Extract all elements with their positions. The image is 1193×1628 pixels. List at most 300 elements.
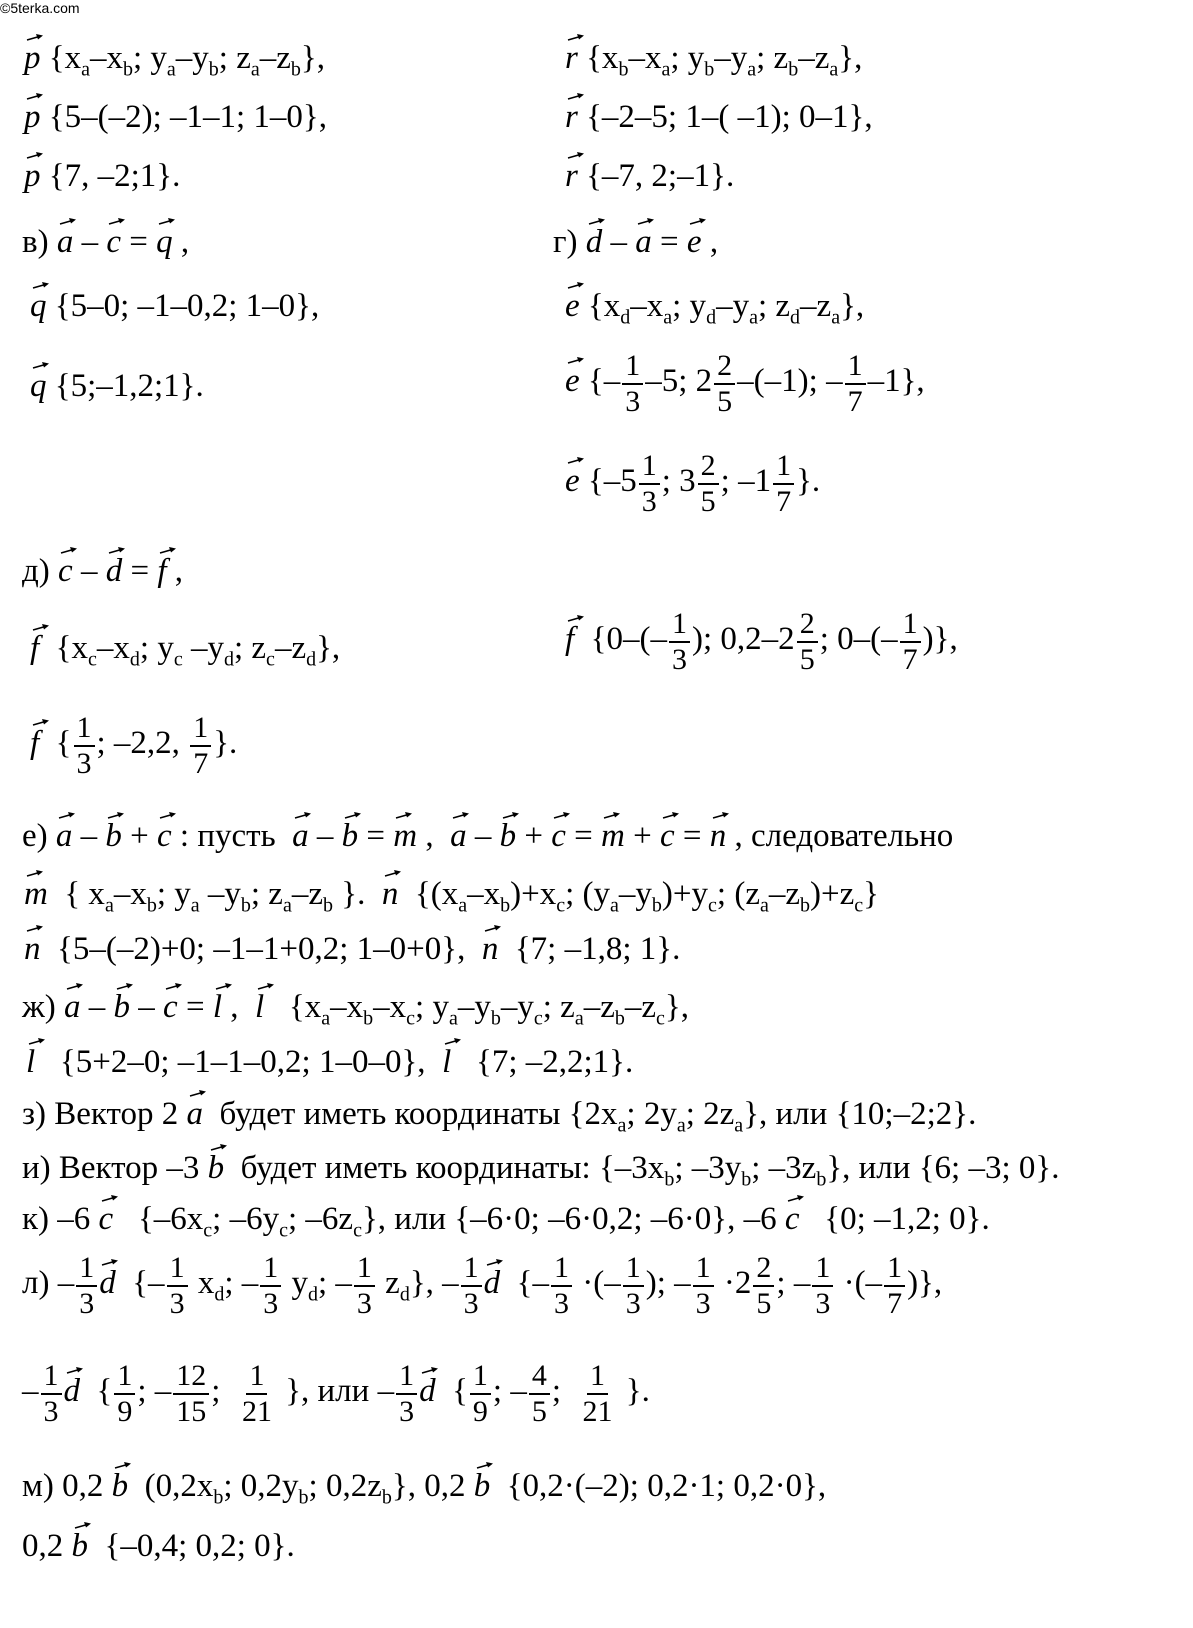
subscript: b <box>816 1168 827 1191</box>
fraction <box>580 1360 616 1427</box>
vector-letter: f <box>30 630 40 666</box>
fraction <box>639 450 660 517</box>
text-run: –z <box>291 876 324 912</box>
fraction <box>845 350 866 417</box>
vector-arrow-icon <box>567 151 585 161</box>
subscript: a <box>250 58 260 81</box>
fraction <box>41 1360 62 1427</box>
fraction-denominator: 3 <box>554 1286 569 1320</box>
text-run: ·2 <box>715 1265 752 1302</box>
text-run: ; – <box>492 1373 527 1410</box>
vector <box>112 1470 129 1503</box>
fraction-denominator: 7 <box>902 642 918 676</box>
subscript: b <box>788 58 799 81</box>
vector <box>565 290 580 323</box>
fraction <box>114 1360 135 1427</box>
fraction-numerator: 2 <box>797 608 818 643</box>
fraction-numerator: 1 <box>461 1252 482 1287</box>
text-run: , <box>166 553 183 589</box>
formula-line <box>24 933 680 966</box>
text-run: }. <box>213 725 238 762</box>
subscript: c <box>556 894 566 917</box>
text-run: ; 0,2z <box>308 1468 382 1504</box>
text-run: – <box>72 553 106 589</box>
vector-letter: n <box>381 876 399 912</box>
fraction-numerator: 1 <box>260 1252 281 1287</box>
text-run: ; 0,2y <box>223 1468 299 1504</box>
vector-letter: l <box>26 1044 36 1080</box>
vector <box>450 820 467 853</box>
fraction-numerator: 1 <box>900 608 921 643</box>
vector-letter: f <box>565 621 575 658</box>
vector-letter: r <box>565 158 578 194</box>
text-run: –x <box>89 40 123 76</box>
subscript: a <box>321 1007 331 1030</box>
text-run: ; z <box>542 989 575 1025</box>
fraction <box>470 1360 491 1427</box>
text-run: z <box>376 1265 400 1302</box>
vector <box>785 1203 800 1236</box>
vector-arrow-icon <box>444 1037 462 1047</box>
vector-letter: m <box>24 876 48 912</box>
formula-line <box>565 450 820 517</box>
text-run: ; <box>551 1373 578 1410</box>
formula-line <box>22 1530 295 1563</box>
fraction-denominator: 7 <box>193 746 209 780</box>
vector <box>586 226 603 259</box>
fraction <box>529 1360 550 1427</box>
subscript: b <box>363 1007 374 1030</box>
formula-line <box>565 160 734 193</box>
text-run: ; 3 <box>661 463 696 500</box>
text-run: {7; –1,8; 1}. <box>498 931 681 967</box>
text-run: – <box>80 989 114 1025</box>
text-run: – <box>466 818 500 854</box>
formula-line <box>30 290 319 323</box>
vector <box>99 1267 116 1300</box>
text-run: }, 0,2 <box>391 1468 474 1504</box>
text-run: { <box>80 1373 113 1410</box>
text-run: ; y <box>415 989 449 1025</box>
formula-line <box>30 370 204 403</box>
vector <box>24 933 41 966</box>
vector-arrow-icon <box>588 217 606 227</box>
text-run: ж) <box>22 989 65 1025</box>
formula-line <box>22 1360 650 1427</box>
vector-letter: d <box>105 553 123 589</box>
fraction-numerator: 12 <box>173 1360 209 1395</box>
vector-arrow-icon <box>159 811 177 821</box>
vector-arrow-icon <box>567 33 585 43</box>
fraction-numerator: 1 <box>76 1252 97 1287</box>
text-run: }, – <box>409 1265 459 1302</box>
text-run: ; – <box>137 1373 172 1410</box>
text-run: ; –3z <box>751 1150 817 1186</box>
subscript: c <box>279 1219 288 1242</box>
text-run: ; (y <box>565 876 611 912</box>
text-run: (0,2x <box>128 1468 214 1504</box>
text-run: }, или {10;–2;2}. <box>743 1096 977 1132</box>
vector <box>99 1203 114 1236</box>
fraction <box>669 608 690 675</box>
subscript: a <box>734 1114 744 1137</box>
text-run: ; 2z <box>685 1096 735 1132</box>
formula-line <box>565 608 958 675</box>
subscript: a <box>747 58 757 81</box>
vector-arrow-icon <box>26 92 44 102</box>
vector-letter: c <box>551 818 566 854</box>
fraction <box>190 712 211 779</box>
fraction-numerator: 1 <box>190 712 211 747</box>
vector-arrow-icon <box>689 217 707 227</box>
fraction-denominator: 5 <box>799 642 815 676</box>
vector <box>106 555 123 588</box>
text-run: –y <box>175 40 209 76</box>
text-run: –x <box>467 876 501 912</box>
subscript: d <box>790 306 801 329</box>
text-run: ; y <box>672 288 707 324</box>
text-run: ·(– <box>835 1265 883 1302</box>
formula-line <box>22 1203 990 1241</box>
subscript: b <box>664 1168 675 1191</box>
vector-arrow-icon <box>159 546 177 556</box>
text-run: {–6x <box>113 1201 204 1237</box>
vector-letter: m <box>601 818 625 854</box>
fraction-denominator: 5 <box>756 1286 772 1320</box>
text-run: {x <box>577 40 619 76</box>
fraction-numerator: 1 <box>639 450 660 485</box>
subscript: b <box>618 58 629 81</box>
vector-letter: e <box>565 463 580 500</box>
formula-line <box>565 350 925 417</box>
text-run: ; – <box>224 1265 259 1302</box>
vector-letter: c <box>106 224 121 260</box>
text-run: будет иметь координаты {2x <box>203 1096 618 1132</box>
formula-line <box>553 226 718 259</box>
text-run: –x <box>630 288 664 324</box>
subscript: c <box>406 1007 416 1030</box>
formula-line <box>22 1470 826 1508</box>
text-run: }, или {–6·0; –6·0,2; –6·0}, –6 <box>361 1201 785 1237</box>
vector-letter: b <box>71 1528 88 1564</box>
fraction-denominator: 3 <box>695 1286 711 1320</box>
vector-letter: n <box>709 818 727 854</box>
text-run: – <box>73 224 107 260</box>
subscript: a <box>610 894 619 917</box>
vector-arrow-icon <box>567 92 585 102</box>
vector-letter: q <box>30 288 47 324</box>
vector <box>474 1470 491 1503</box>
text-run: } <box>863 876 879 912</box>
vector-letter: d <box>419 1373 436 1410</box>
subscript: a <box>81 58 90 81</box>
subscript: d <box>706 306 717 329</box>
text-run: = <box>565 818 601 854</box>
vector <box>710 820 727 853</box>
vector-arrow-icon <box>384 869 402 879</box>
subscript: a <box>831 306 841 329</box>
vector <box>114 991 131 1024</box>
subscript: b <box>323 894 334 917</box>
text-run: { <box>435 1373 468 1410</box>
text-run: и) Вектор –3 <box>22 1150 208 1186</box>
vector-letter: e <box>686 224 702 260</box>
text-run: ; 0–(– <box>819 621 898 658</box>
text-run: }, <box>840 288 865 324</box>
fraction <box>551 1252 572 1319</box>
subscript: c <box>533 1007 543 1030</box>
vector-arrow-icon <box>215 982 233 992</box>
text-run: )}, <box>922 621 958 658</box>
fraction-denominator: 5 <box>700 484 716 518</box>
text-run: – <box>308 818 342 854</box>
text-run: , <box>172 224 190 260</box>
vector-arrow-icon <box>60 546 78 556</box>
fraction-denominator: 7 <box>776 484 792 518</box>
vector-arrow-icon <box>101 1194 119 1204</box>
fraction-numerator: 1 <box>623 1252 644 1287</box>
fraction-numerator: 1 <box>773 450 794 485</box>
text-run: }. <box>617 1373 650 1410</box>
vector <box>342 820 359 853</box>
vector-letter: c <box>784 1201 800 1237</box>
vector-arrow-icon <box>32 718 50 728</box>
vector <box>57 226 74 259</box>
text-run: {(x <box>398 876 459 912</box>
text-run: }, <box>664 989 690 1025</box>
fraction <box>812 1252 833 1319</box>
text-run: x <box>189 1265 215 1302</box>
vector-letter: p <box>24 99 41 135</box>
text-run: }, или {6; –3; 0}. <box>826 1150 1060 1186</box>
vector <box>106 226 121 259</box>
vector <box>601 820 625 853</box>
vector-arrow-icon <box>32 281 50 291</box>
formula-line <box>24 101 327 134</box>
subscript: a <box>676 1114 686 1137</box>
text-run: –z <box>274 630 307 666</box>
text-run: {x <box>39 630 89 666</box>
fraction-denominator: 3 <box>625 1286 641 1320</box>
vector-letter: l <box>442 1044 452 1080</box>
vector <box>660 820 675 853</box>
vector-arrow-icon <box>395 811 413 821</box>
text-run: , <box>222 989 255 1025</box>
vector-arrow-icon <box>28 1037 46 1047</box>
fraction-numerator: 1 <box>396 1360 417 1395</box>
vector-arrow-icon <box>26 151 44 161</box>
vector <box>500 820 517 853</box>
text-run: ·(– <box>574 1265 621 1302</box>
vector-arrow-icon <box>567 356 585 366</box>
fraction-denominator: 3 <box>76 746 92 780</box>
vector-arrow-icon <box>32 361 50 371</box>
vector-arrow-icon <box>344 811 362 821</box>
text-run: будет иметь координаты: {–3x <box>224 1150 665 1186</box>
subscript: b <box>704 58 715 81</box>
text-run: ; – <box>776 1265 811 1302</box>
vector-arrow-icon <box>116 982 134 992</box>
fraction-numerator: 2 <box>753 1252 774 1287</box>
text-run: з) Вектор 2 <box>22 1096 187 1132</box>
text-run: }. <box>333 876 382 912</box>
text-run: + <box>624 818 660 854</box>
text-run: –y <box>716 288 750 324</box>
vector-letter: n <box>24 931 41 967</box>
text-run: 0,2 <box>22 1528 72 1564</box>
vector-arrow-icon <box>421 1366 439 1376</box>
vector-arrow-icon <box>486 1258 504 1268</box>
subscript: a <box>166 58 176 81</box>
text-run: {–0,4; 0,2; 0}. <box>88 1528 295 1564</box>
text-run: ; –2,2, <box>96 725 189 762</box>
vector-letter: c <box>98 1201 114 1237</box>
vector <box>565 465 580 498</box>
fraction <box>461 1252 482 1319</box>
fraction <box>753 1252 774 1319</box>
fraction-denominator: 3 <box>169 1286 185 1320</box>
subscript: d <box>399 1283 410 1306</box>
subscript: a <box>661 58 671 81</box>
subscript: b <box>240 894 251 917</box>
text-run: ; y <box>132 40 167 76</box>
vector-letter: d <box>585 224 603 260</box>
fraction-numerator: 1 <box>693 1252 714 1287</box>
fraction-denominator: 3 <box>356 1286 372 1320</box>
text-run: {5–(–2); –1–1; 1–0}, <box>40 99 327 135</box>
vector <box>24 160 41 193</box>
vector-arrow-icon <box>26 33 44 43</box>
vector-arrow-icon <box>107 811 125 821</box>
vector-letter: a <box>56 224 74 260</box>
formula-line <box>30 712 237 779</box>
vector-letter: q <box>156 224 173 260</box>
text-run: ); 0,2–2 <box>692 621 795 658</box>
subscript: a <box>574 1007 584 1030</box>
fraction-denominator: 15 <box>176 1394 207 1428</box>
fraction-denominator: 7 <box>847 384 863 418</box>
formula-line <box>22 991 689 1029</box>
text-run: {0,2·(–2); 0,2·1; 0,2·0}, <box>490 1468 827 1504</box>
formula-line <box>22 1152 1059 1190</box>
fraction <box>239 1360 275 1427</box>
text-run: }, <box>300 40 326 76</box>
fraction-denominator: 5 <box>531 1394 547 1428</box>
vector-letter: a <box>450 818 467 854</box>
vector-arrow-icon <box>603 811 621 821</box>
watermark: ©5terka.com <box>0 0 80 16</box>
text-run: ; z <box>757 288 791 324</box>
vector-arrow-icon <box>58 811 76 821</box>
text-run: –5; 2 <box>645 363 713 400</box>
fraction <box>773 450 794 517</box>
text-run: ; z <box>233 630 267 666</box>
fraction-numerator: 1 <box>167 1252 188 1287</box>
subscript: b <box>381 1486 392 1509</box>
subscript: a <box>104 894 114 917</box>
subscript: d <box>214 1283 225 1306</box>
text-run: y <box>283 1265 308 1302</box>
fraction-numerator: 1 <box>74 712 95 747</box>
formula-line <box>22 226 189 259</box>
text-run: {7; –2,2;1}. <box>451 1044 634 1080</box>
vector-arrow-icon <box>26 869 44 879</box>
text-run: ; z <box>756 40 789 76</box>
text-run: {5–0; –1–0,2; 1–0}, <box>46 288 320 324</box>
fraction <box>167 1252 188 1319</box>
vector-letter: l <box>212 989 222 1025</box>
subscript: c <box>854 894 864 917</box>
text-run: = <box>120 224 157 260</box>
vector-letter: r <box>565 99 578 135</box>
vector-letter: b <box>499 818 517 854</box>
vector-arrow-icon <box>294 811 312 821</box>
text-run: ; y <box>670 40 705 76</box>
fraction <box>173 1360 209 1427</box>
vector-letter: l <box>255 989 265 1025</box>
subscript: b <box>800 894 811 917</box>
text-run: –x <box>628 40 662 76</box>
vector <box>419 1375 436 1408</box>
subscript: c <box>708 894 717 917</box>
vector <box>635 226 652 259</box>
vector-letter: a <box>292 818 309 854</box>
fraction <box>74 712 95 779</box>
text-run: { x <box>47 876 105 912</box>
text-run: г) <box>553 224 586 260</box>
vector <box>24 878 48 911</box>
text-run: –1}, <box>867 363 925 400</box>
subscript: b <box>298 1486 309 1509</box>
vector-letter: b <box>473 1468 491 1504</box>
formula-line <box>24 42 325 80</box>
vector-arrow-icon <box>502 811 520 821</box>
vector-arrow-icon <box>210 1143 228 1153</box>
vector <box>157 555 166 588</box>
vector-arrow-icon <box>101 1258 119 1268</box>
vector-letter: c <box>163 989 178 1025</box>
fraction-denominator: 3 <box>815 1286 831 1320</box>
vector-letter: p <box>24 158 41 194</box>
fraction-denominator: 3 <box>672 642 688 676</box>
text-run: = <box>177 989 213 1025</box>
vector-letter: b <box>207 1150 225 1186</box>
subscript: c <box>656 1007 665 1030</box>
fraction-denominator: 3 <box>399 1394 415 1428</box>
text-run: в) <box>22 224 57 260</box>
fraction <box>260 1252 281 1319</box>
vector <box>565 160 578 193</box>
fraction-denominator: 21 <box>582 1394 613 1428</box>
text-run: , <box>417 818 451 854</box>
text-run: + <box>516 818 552 854</box>
vector-letter: b <box>105 818 122 854</box>
text-run: ; 2y <box>626 1096 677 1132</box>
vector-letter: n <box>481 931 499 967</box>
vector-letter: e <box>565 288 580 324</box>
vector-arrow-icon <box>637 217 655 227</box>
text-run: {x <box>264 989 322 1025</box>
fraction-numerator: 1 <box>622 350 643 385</box>
vector-arrow-icon <box>662 811 680 821</box>
vector <box>687 226 702 259</box>
vector <box>58 555 73 588</box>
subscript: c <box>203 1219 213 1242</box>
text-run: {7, –2;1}. <box>40 158 181 194</box>
fraction <box>623 1252 644 1319</box>
text-run: ; –6y <box>212 1201 280 1237</box>
vector-letter: d <box>63 1373 80 1410</box>
